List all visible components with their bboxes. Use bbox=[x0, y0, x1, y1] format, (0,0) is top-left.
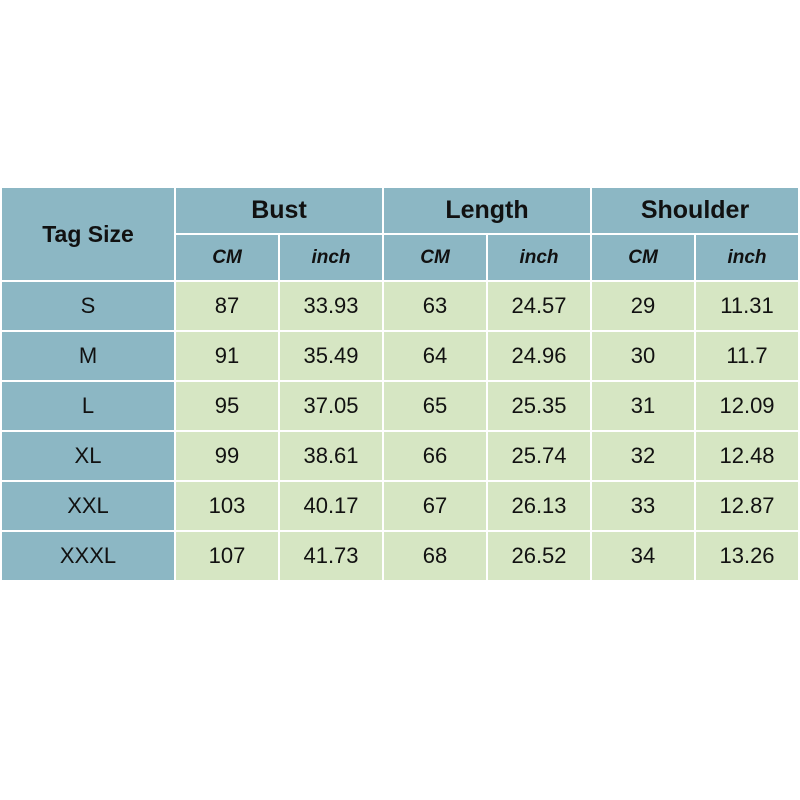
cell-bust-cm: 103 bbox=[175, 481, 279, 531]
row-size-label: XXL bbox=[1, 481, 175, 531]
cell-shoulder-inch: 13.26 bbox=[695, 531, 799, 581]
header-unit-shoulder-inch: inch bbox=[695, 234, 799, 281]
cell-length-cm: 64 bbox=[383, 331, 487, 381]
row-size-label: S bbox=[1, 281, 175, 331]
cell-bust-inch: 35.49 bbox=[279, 331, 383, 381]
table-row bbox=[1, 281, 799, 331]
cell-length-cm: 67 bbox=[383, 481, 487, 531]
header-group-shoulder: Shoulder bbox=[591, 187, 799, 234]
cell-shoulder-inch: 12.09 bbox=[695, 381, 799, 431]
cell-bust-inch: 40.17 bbox=[279, 481, 383, 531]
cell-length-inch: 24.96 bbox=[487, 331, 591, 381]
cell-bust-cm: 87 bbox=[175, 281, 279, 331]
size-chart bbox=[0, 186, 800, 582]
cell-length-inch: 25.74 bbox=[487, 431, 591, 481]
cell-length-cm: 68 bbox=[383, 531, 487, 581]
table-row bbox=[1, 331, 799, 381]
table-row bbox=[1, 481, 799, 531]
row-size-label: M bbox=[1, 331, 175, 381]
cell-bust-cm: 95 bbox=[175, 381, 279, 431]
header-unit-length-cm: CM bbox=[383, 234, 487, 281]
cell-length-cm: 66 bbox=[383, 431, 487, 481]
cell-shoulder-cm: 29 bbox=[591, 281, 695, 331]
cell-bust-inch: 38.61 bbox=[279, 431, 383, 481]
cell-shoulder-cm: 34 bbox=[591, 531, 695, 581]
table-body bbox=[1, 281, 799, 581]
cell-length-inch: 25.35 bbox=[487, 381, 591, 431]
cell-bust-cm: 91 bbox=[175, 331, 279, 381]
cell-bust-inch: 37.05 bbox=[279, 381, 383, 431]
cell-shoulder-inch: 11.7 bbox=[695, 331, 799, 381]
row-size-label: L bbox=[1, 381, 175, 431]
table-row bbox=[1, 431, 799, 481]
table-row bbox=[1, 531, 799, 581]
cell-shoulder-cm: 32 bbox=[591, 431, 695, 481]
cell-length-inch: 26.13 bbox=[487, 481, 591, 531]
row-size-label: XL bbox=[1, 431, 175, 481]
header-unit-shoulder-cm: CM bbox=[591, 234, 695, 281]
size-chart-table bbox=[0, 186, 800, 582]
cell-length-inch: 26.52 bbox=[487, 531, 591, 581]
header-tag-size: Tag Size bbox=[1, 187, 175, 281]
header-group-bust: Bust bbox=[175, 187, 383, 234]
row-size-label: XXXL bbox=[1, 531, 175, 581]
header-row-groups bbox=[1, 187, 799, 234]
table-row bbox=[1, 381, 799, 431]
table-header bbox=[1, 187, 799, 281]
header-unit-length-inch: inch bbox=[487, 234, 591, 281]
header-unit-bust-cm: CM bbox=[175, 234, 279, 281]
cell-bust-cm: 107 bbox=[175, 531, 279, 581]
cell-shoulder-inch: 12.48 bbox=[695, 431, 799, 481]
cell-length-cm: 65 bbox=[383, 381, 487, 431]
cell-length-inch: 24.57 bbox=[487, 281, 591, 331]
cell-bust-cm: 99 bbox=[175, 431, 279, 481]
cell-bust-inch: 41.73 bbox=[279, 531, 383, 581]
header-unit-bust-inch: inch bbox=[279, 234, 383, 281]
cell-shoulder-inch: 12.87 bbox=[695, 481, 799, 531]
header-group-length: Length bbox=[383, 187, 591, 234]
cell-bust-inch: 33.93 bbox=[279, 281, 383, 331]
cell-shoulder-inch: 11.31 bbox=[695, 281, 799, 331]
cell-shoulder-cm: 31 bbox=[591, 381, 695, 431]
cell-length-cm: 63 bbox=[383, 281, 487, 331]
cell-shoulder-cm: 33 bbox=[591, 481, 695, 531]
cell-shoulder-cm: 30 bbox=[591, 331, 695, 381]
